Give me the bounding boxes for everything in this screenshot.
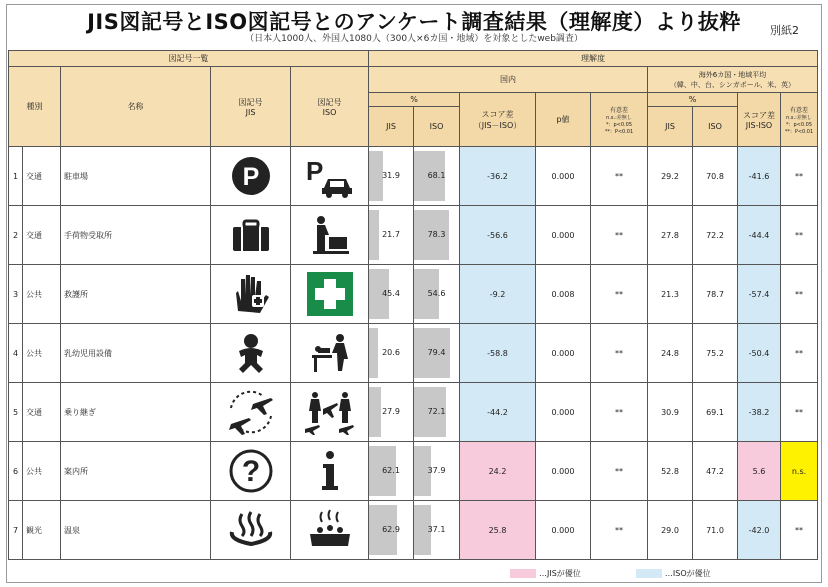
header-domestic: 国内	[369, 67, 648, 93]
domestic-score-diff: -36.2	[460, 147, 536, 206]
domestic-iso-value: 37.9	[427, 466, 446, 475]
domestic-iso-cell	[414, 442, 460, 501]
header-overseas-iso: ISO	[693, 107, 738, 147]
row-name: 温泉	[61, 501, 211, 560]
domestic-score-diff: 25.8	[460, 501, 536, 560]
domestic-iso-cell	[414, 501, 460, 560]
row-number: 3	[9, 265, 23, 324]
row-type: 交通	[23, 383, 61, 442]
domestic-iso-cell	[414, 147, 460, 206]
overseas-iso-value: 75.2	[693, 324, 738, 383]
jis-symbol-cell	[211, 265, 291, 324]
header-overseas-percent: %	[648, 93, 738, 107]
header-p-value: p値	[536, 93, 591, 147]
sig-note: n.s.:差無し *：p<0.05 **：P<0.01	[784, 114, 814, 135]
domestic-jis-cell	[369, 265, 414, 324]
table-row	[9, 383, 818, 442]
domestic-iso-cell	[414, 206, 460, 265]
domestic-significance: **	[591, 442, 648, 501]
domestic-jis-cell	[369, 206, 414, 265]
header-domestic-jis: JIS	[369, 107, 414, 147]
row-name: 駐車場	[61, 147, 211, 206]
domestic-p-value: 0.000	[536, 442, 591, 501]
overseas-iso-value: 72.2	[693, 206, 738, 265]
domestic-significance: **	[591, 324, 648, 383]
domestic-jis-cell	[369, 383, 414, 442]
domestic-jis-value: 31.9	[382, 171, 400, 180]
row-type: 交通	[23, 147, 61, 206]
legend-jis-label: …JISが優位	[539, 569, 581, 578]
row-type: 観光	[23, 501, 61, 560]
domestic-significance: **	[591, 147, 648, 206]
baby-icon	[211, 331, 290, 375]
iso-symbol-cell	[291, 442, 369, 501]
table-row	[9, 442, 818, 501]
svg-text:P: P	[305, 156, 323, 186]
overseas-score-diff: -57.4	[738, 265, 781, 324]
overseas-significance: **	[781, 147, 818, 206]
iso-symbol-cell	[291, 501, 369, 560]
domestic-iso-cell	[414, 324, 460, 383]
header-name: 名称	[61, 67, 211, 147]
domestic-jis-value: 62.1	[382, 466, 400, 475]
baggage-claim-icon	[291, 213, 368, 257]
domestic-p-value: 0.000	[536, 324, 591, 383]
domestic-iso-cell	[414, 383, 460, 442]
domestic-iso-value: 37.1	[427, 525, 446, 534]
overseas-jis-value: 24.8	[648, 324, 693, 383]
legend	[510, 568, 711, 579]
annex-label: 別紙2	[770, 24, 799, 37]
suitcase-icon	[211, 215, 290, 255]
domestic-iso-cell	[414, 265, 460, 324]
header-understanding-group: 理解度	[369, 51, 818, 67]
jis-symbol-cell	[211, 147, 291, 206]
info-i-icon	[291, 448, 368, 494]
hot-spring-icon	[211, 510, 290, 550]
table-row	[9, 147, 818, 206]
header-jis-symbol: 図記号 JIS	[211, 67, 291, 147]
overseas-significance: **	[781, 501, 818, 560]
overseas-iso-value: 47.2	[693, 442, 738, 501]
jis-symbol-cell	[211, 442, 291, 501]
domestic-significance: **	[591, 206, 648, 265]
sig-note: n.s.:差無し *：p<0.05 **：P<0.01	[604, 114, 634, 135]
iso-symbol-cell	[291, 147, 369, 206]
hot-spring-bath-icon	[291, 508, 368, 552]
overseas-score-diff: -38.2	[738, 383, 781, 442]
domestic-iso-value: 79.4	[427, 348, 446, 357]
row-number: 4	[9, 324, 23, 383]
overseas-jis-value: 29.2	[648, 147, 693, 206]
jis-symbol-cell	[211, 324, 291, 383]
domestic-jis-cell	[369, 501, 414, 560]
overseas-score-diff: -41.6	[738, 147, 781, 206]
table-row	[9, 324, 818, 383]
table-row	[9, 501, 818, 560]
row-type: 公共	[23, 442, 61, 501]
overseas-jis-value: 27.8	[648, 206, 693, 265]
header-overseas-score-diff: スコア差 JIS-ISO	[738, 93, 781, 147]
row-type: 公共	[23, 324, 61, 383]
overseas-significance: **	[781, 206, 818, 265]
overseas-score-diff: 5.6	[738, 442, 781, 501]
domestic-jis-value: 45.4	[382, 289, 400, 298]
domestic-significance: **	[591, 383, 648, 442]
question-mark-icon	[211, 448, 290, 494]
row-name: 救護所	[61, 265, 211, 324]
domestic-jis-value: 62.9	[382, 525, 400, 534]
header-overseas-significance	[781, 93, 818, 147]
first-aid-cross-icon	[291, 271, 368, 317]
page-title: JIS図記号とISO図記号とのアンケート調査結果（理解度）より抜粋	[87, 10, 741, 34]
header-overseas: 海外6カ国・地域平均 （韓、中、台、シンガポール、米、英）	[648, 67, 818, 93]
results-table	[8, 50, 818, 560]
domestic-significance: **	[591, 265, 648, 324]
table-row	[9, 265, 818, 324]
parking-car-icon	[291, 154, 368, 198]
domestic-iso-value: 72.1	[427, 407, 446, 416]
row-name: 乳幼児用設備	[61, 324, 211, 383]
row-name: 案内所	[61, 442, 211, 501]
overseas-iso-value: 71.0	[693, 501, 738, 560]
header-symbols-group: 図記号一覧	[9, 51, 369, 67]
table-row	[9, 206, 818, 265]
row-number: 1	[9, 147, 23, 206]
iso-symbol-cell	[291, 265, 369, 324]
sig-title: 有意差	[609, 106, 628, 114]
legend-iso-swatch	[636, 569, 662, 578]
svg-text:?: ?	[241, 455, 260, 488]
row-name: 乗り継ぎ	[61, 383, 211, 442]
header-domestic-significance	[591, 93, 648, 147]
domestic-score-diff: 24.2	[460, 442, 536, 501]
row-number: 7	[9, 501, 23, 560]
domestic-significance: **	[591, 501, 648, 560]
domestic-p-value: 0.000	[536, 206, 591, 265]
baby-care-icon	[291, 331, 368, 375]
overseas-jis-value: 29.0	[648, 501, 693, 560]
overseas-score-diff: -44.4	[738, 206, 781, 265]
iso-symbol-cell	[291, 383, 369, 442]
page-subtitle: （日本人1000人、外国人1080人（300人×6カ国・地域）を対象としたweb調査）	[245, 34, 583, 44]
jis-symbol-cell	[211, 383, 291, 442]
overseas-score-diff: -42.0	[738, 501, 781, 560]
row-type: 公共	[23, 265, 61, 324]
overseas-iso-value: 70.8	[693, 147, 738, 206]
sig-title: 有意差	[789, 106, 808, 114]
row-number: 6	[9, 442, 23, 501]
header-overseas-jis: JIS	[648, 107, 693, 147]
parking-p-icon	[211, 154, 290, 198]
domestic-jis-cell	[369, 442, 414, 501]
overseas-iso-value: 69.1	[693, 383, 738, 442]
domestic-score-diff: -9.2	[460, 265, 536, 324]
overseas-jis-value: 30.9	[648, 383, 693, 442]
header-type: 種別	[9, 67, 61, 147]
iso-symbol-cell	[291, 206, 369, 265]
domestic-iso-value: 54.6	[427, 289, 446, 298]
people-airplane-icon	[291, 389, 368, 435]
header-domestic-percent: %	[369, 93, 460, 107]
legend-jis-swatch	[510, 569, 536, 578]
overseas-significance: n.s.	[781, 442, 818, 501]
overseas-score-diff: -50.4	[738, 324, 781, 383]
iso-symbol-cell	[291, 324, 369, 383]
row-type: 交通	[23, 206, 61, 265]
jis-symbol-cell	[211, 206, 291, 265]
domestic-p-value: 0.000	[536, 501, 591, 560]
domestic-score-diff: -56.6	[460, 206, 536, 265]
hand-cross-icon	[211, 271, 290, 317]
row-number: 5	[9, 383, 23, 442]
svg-text:P: P	[242, 163, 259, 191]
domestic-jis-value: 20.6	[382, 348, 400, 357]
header-domestic-iso: ISO	[414, 107, 460, 147]
domestic-jis-value: 27.9	[382, 407, 400, 416]
overseas-jis-value: 21.3	[648, 265, 693, 324]
domestic-jis-value: 21.7	[382, 230, 400, 239]
domestic-iso-value: 68.1	[427, 171, 446, 180]
domestic-p-value: 0.000	[536, 383, 591, 442]
header-domestic-score-diff: スコア差 （JIS－ISO）	[460, 93, 536, 147]
overseas-significance: **	[781, 383, 818, 442]
domestic-score-diff: -58.8	[460, 324, 536, 383]
domestic-iso-value: 78.3	[427, 230, 446, 239]
domestic-p-value: 0.008	[536, 265, 591, 324]
airplane-transfer-icon	[211, 388, 290, 436]
row-name: 手荷物受取所	[61, 206, 211, 265]
overseas-significance: **	[781, 324, 818, 383]
legend-iso-label: …ISOが優位	[664, 569, 711, 578]
domestic-jis-cell	[369, 147, 414, 206]
overseas-significance: **	[781, 265, 818, 324]
domestic-score-diff: -44.2	[460, 383, 536, 442]
domestic-p-value: 0.000	[536, 147, 591, 206]
domestic-jis-cell	[369, 324, 414, 383]
header-iso-symbol: 図記号 ISO	[291, 67, 369, 147]
row-number: 2	[9, 206, 23, 265]
jis-symbol-cell	[211, 501, 291, 560]
overseas-iso-value: 78.7	[693, 265, 738, 324]
overseas-jis-value: 52.8	[648, 442, 693, 501]
